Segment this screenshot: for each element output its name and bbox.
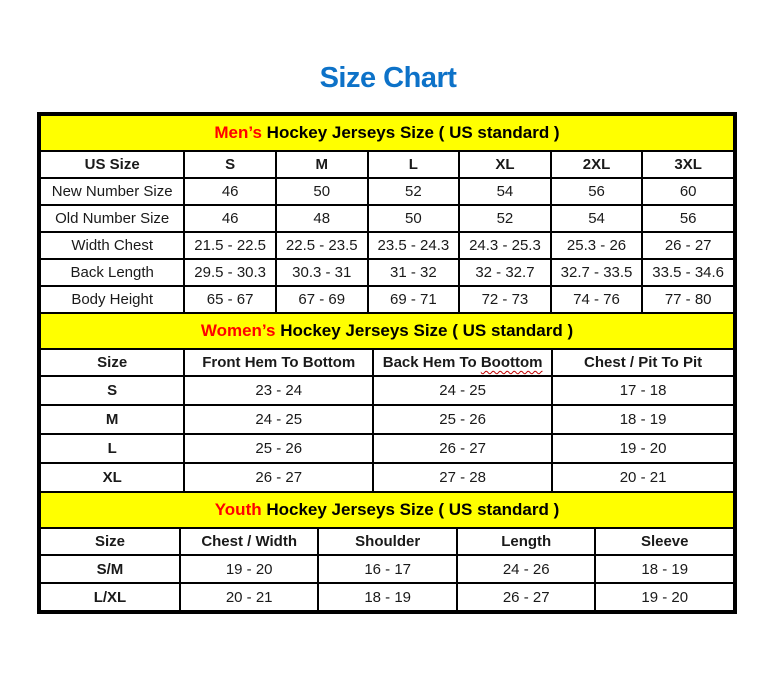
womens-caption-accent: Women’s	[200, 321, 276, 340]
mens-table-caption-row	[40, 115, 734, 151]
row-label: New Number Size	[40, 178, 184, 205]
mens-col-header: M	[276, 151, 368, 178]
size-cell: 67 - 69	[276, 286, 368, 313]
size-cell: 18 - 19	[552, 405, 734, 434]
womens-col-header-back-prefix: Back Hem To	[382, 354, 477, 371]
mens-col-header: XL	[459, 151, 551, 178]
size-cell: 74 - 76	[551, 286, 643, 313]
row-label: Width Chest	[40, 232, 184, 259]
size-cell: 48	[276, 205, 368, 232]
row-label: Body Height	[40, 286, 184, 313]
size-cell: 19 - 20	[595, 583, 734, 611]
size-cell: 18 - 19	[318, 583, 457, 611]
size-cell: 26 - 27	[373, 434, 552, 463]
size-cell: 24 - 25	[373, 376, 552, 405]
youth-size-table	[39, 491, 735, 612]
size-cell: 30.3 - 31	[276, 259, 368, 286]
size-cell: 65 - 67	[184, 286, 276, 313]
size-cell: 16 - 17	[318, 555, 457, 583]
womens-col-header: Front Hem To Bottom	[184, 349, 373, 376]
size-cell: 50	[276, 178, 368, 205]
table-row	[40, 405, 734, 434]
size-cell: 18 - 19	[595, 555, 734, 583]
size-cell: 26 - 27	[457, 583, 596, 611]
table-row	[40, 583, 734, 611]
mens-table-caption	[40, 115, 734, 151]
size-cell: 33.5 - 34.6	[642, 259, 734, 286]
youth-col-header: Shoulder	[318, 528, 457, 555]
womens-col-header: Size	[40, 349, 184, 376]
size-cell: 54	[459, 178, 551, 205]
size-cell: 25 - 26	[184, 434, 373, 463]
womens-table-caption-row	[40, 313, 734, 349]
size-cell: 52	[459, 205, 551, 232]
size-cell: 24.3 - 25.3	[459, 232, 551, 259]
size-cell: 31 - 32	[368, 259, 460, 286]
row-label: M	[40, 405, 184, 434]
size-cell: 69 - 71	[368, 286, 460, 313]
mens-caption-accent: Men’s	[214, 123, 262, 142]
youth-table-caption	[40, 492, 734, 528]
row-label: Back Length	[40, 259, 184, 286]
mens-col-header: L	[368, 151, 460, 178]
table-row	[40, 434, 734, 463]
size-cell: 46	[184, 178, 276, 205]
mens-size-table	[39, 114, 735, 314]
table-row	[40, 205, 734, 232]
mens-col-header: US Size	[40, 151, 184, 178]
womens-header-row	[40, 349, 734, 376]
womens-col-header: Chest / Pit To Pit	[552, 349, 734, 376]
youth-header-row	[40, 528, 734, 555]
size-cell: 24 - 25	[184, 405, 373, 434]
size-cell: 25.3 - 26	[551, 232, 643, 259]
mens-col-header: 3XL	[642, 151, 734, 178]
size-cell: 20 - 21	[552, 463, 734, 492]
mens-caption-text: Hockey Jerseys Size ( US standard )	[266, 123, 560, 142]
size-cell: 56	[642, 205, 734, 232]
size-cell: 77 - 80	[642, 286, 734, 313]
size-cell: 46	[184, 205, 276, 232]
size-cell: 26 - 27	[642, 232, 734, 259]
row-label: S/M	[40, 555, 180, 583]
mens-header-row	[40, 151, 734, 178]
size-cell: 54	[551, 205, 643, 232]
size-cell: 52	[368, 178, 460, 205]
size-cell: 19 - 20	[180, 555, 319, 583]
table-row	[40, 178, 734, 205]
youth-col-header: Sleeve	[595, 528, 734, 555]
youth-col-header: Length	[457, 528, 596, 555]
row-label: Old Number Size	[40, 205, 184, 232]
row-label: L	[40, 434, 184, 463]
size-cell: 32 - 32.7	[459, 259, 551, 286]
size-cell: 26 - 27	[184, 463, 373, 492]
size-cell: 32.7 - 33.5	[551, 259, 643, 286]
womens-caption-text: Hockey Jerseys Size ( US standard )	[280, 321, 574, 340]
page-title: Size Chart	[319, 62, 457, 94]
size-cell: 22.5 - 23.5	[276, 232, 368, 259]
table-row	[40, 232, 734, 259]
size-cell: 23 - 24	[184, 376, 373, 405]
size-cell: 29.5 - 30.3	[184, 259, 276, 286]
size-chart	[37, 112, 737, 614]
table-row	[40, 286, 734, 313]
row-label: S	[40, 376, 184, 405]
youth-caption-text: Hockey Jerseys Size ( US standard )	[266, 500, 560, 519]
mens-col-header: 2XL	[551, 151, 643, 178]
youth-caption-accent: Youth	[214, 500, 262, 519]
size-cell: 21.5 - 22.5	[184, 232, 276, 259]
table-row	[40, 259, 734, 286]
size-cell: 24 - 26	[457, 555, 596, 583]
size-cell: 60	[642, 178, 734, 205]
youth-col-header: Size	[40, 528, 180, 555]
row-label: L/XL	[40, 583, 180, 611]
youth-table-caption-row	[40, 492, 734, 528]
youth-col-header: Chest / Width	[180, 528, 319, 555]
size-cell: 20 - 21	[180, 583, 319, 611]
size-cell: 56	[551, 178, 643, 205]
womens-size-table	[39, 312, 735, 493]
size-cell: 23.5 - 24.3	[368, 232, 460, 259]
mens-col-header: S	[184, 151, 276, 178]
womens-table-caption	[40, 313, 734, 349]
size-cell: 27 - 28	[373, 463, 552, 492]
row-label: XL	[40, 463, 184, 492]
size-cell: 17 - 18	[552, 376, 734, 405]
table-row	[40, 555, 734, 583]
size-cell: 25 - 26	[373, 405, 552, 434]
size-cell: 19 - 20	[552, 434, 734, 463]
womens-col-header-back-misspelled: Boottom	[480, 354, 543, 371]
size-cell: 72 - 73	[459, 286, 551, 313]
size-cell: 50	[368, 205, 460, 232]
table-row	[40, 376, 734, 405]
table-row	[40, 463, 734, 492]
womens-col-header	[373, 349, 552, 376]
